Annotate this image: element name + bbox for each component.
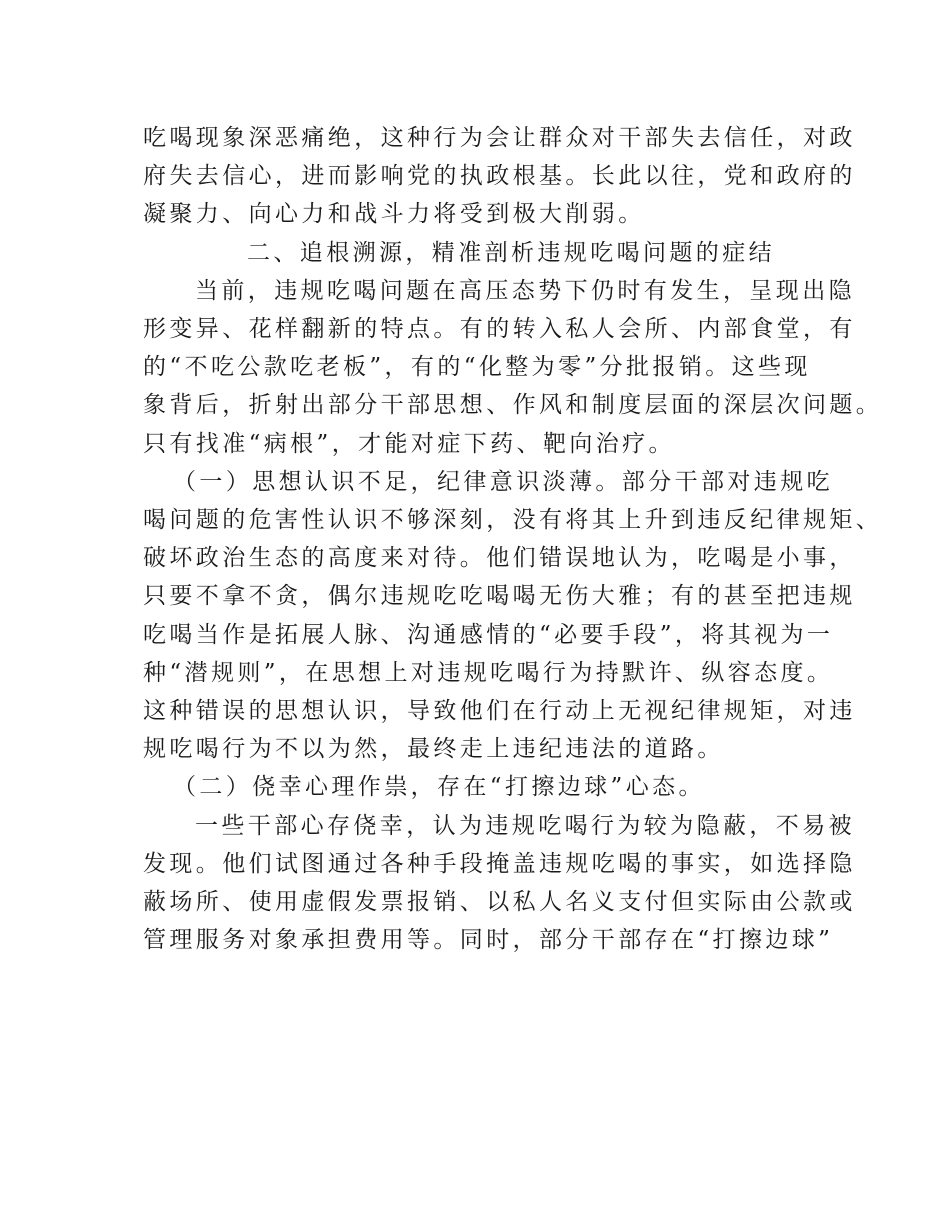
section-heading-2 — [143, 234, 813, 272]
text-line: 府失去信心，进而影响党的执政根基。长此以往，党和政府的 — [143, 163, 856, 190]
text-line: 吃喝现象深恶痛绝，这种行为会让群众对干部失去信任，对政 — [143, 125, 856, 151]
text-line: 象背后，折射出部分干部思想、作风和制度层面的深层次问题。 — [143, 392, 883, 419]
text-line: 喝问题的危害性认识不够深刻，没有将其上升到违反纪律规矩、 — [143, 507, 883, 534]
text-line: （一）思想认识不足，纪律意识淡薄。部分干部对违规吃 — [173, 468, 833, 495]
text-line: 种“潜规则”，在思想上对违规吃喝行为持默许、纵容态度。 — [143, 659, 834, 686]
text-line: 吃喝当作是拓展人脉、沟通感情的“必要手段”，将其视为一 — [143, 621, 834, 648]
document-page — [143, 119, 883, 959]
paragraph-current-situation — [143, 272, 883, 463]
subsection-heading-2 — [143, 768, 813, 806]
text-line: 破坏政治生态的高度来对待。他们错误地认为，吃喝是小事， — [143, 545, 856, 572]
text-line: 凝聚力、向心力和战斗力将受到极大削弱。 — [143, 201, 645, 228]
heading-line: （二）侥幸心理作祟，存在“打擦边球”心态。 — [173, 774, 705, 801]
text-line: 的“不吃公款吃老板”，有的“化整为零”分批报销。这些现 — [143, 354, 811, 381]
text-line: 只要不拿不贪，偶尔违规吃吃喝喝无伤大雅；有的甚至把违规 — [143, 583, 856, 610]
text-line: 蔽场所、使用虚假发票报销、以私人名义支付但实际由公款或 — [143, 889, 856, 916]
text-line: 发现。他们试图通过各种手段掩盖违规吃喝的事实，如选择隐 — [143, 850, 856, 877]
paragraph-intro-continuation — [143, 119, 856, 234]
text-line: 当前，违规吃喝问题在高压态势下仍时有发生，呈现出隐 — [195, 277, 855, 304]
paragraph-subsection-2 — [143, 807, 856, 960]
text-line: 管理服务对象承担费用等。同时，部分干部存在“打擦边球” — [143, 927, 834, 954]
text-line: 只有找准“病根”，才能对症下药、靶向治疗。 — [143, 430, 675, 457]
text-line: 一些干部心存侥幸，认为违规吃喝行为较为隐蔽，不易被 — [195, 812, 855, 839]
text-line: 规吃喝行为不以为然，最终走上违纪违法的道路。 — [143, 736, 724, 763]
paragraph-subsection-1 — [143, 463, 883, 769]
text-line: 这种错误的思想认识，导致他们在行动上无视纪律规矩，对违 — [143, 698, 856, 725]
heading-line: 二、追根溯源，精准剖析违规吃喝问题的症结 — [247, 239, 775, 266]
text-line: 形变异、花样翻新的特点。有的转入私人会所、内部食堂，有 — [143, 316, 856, 343]
